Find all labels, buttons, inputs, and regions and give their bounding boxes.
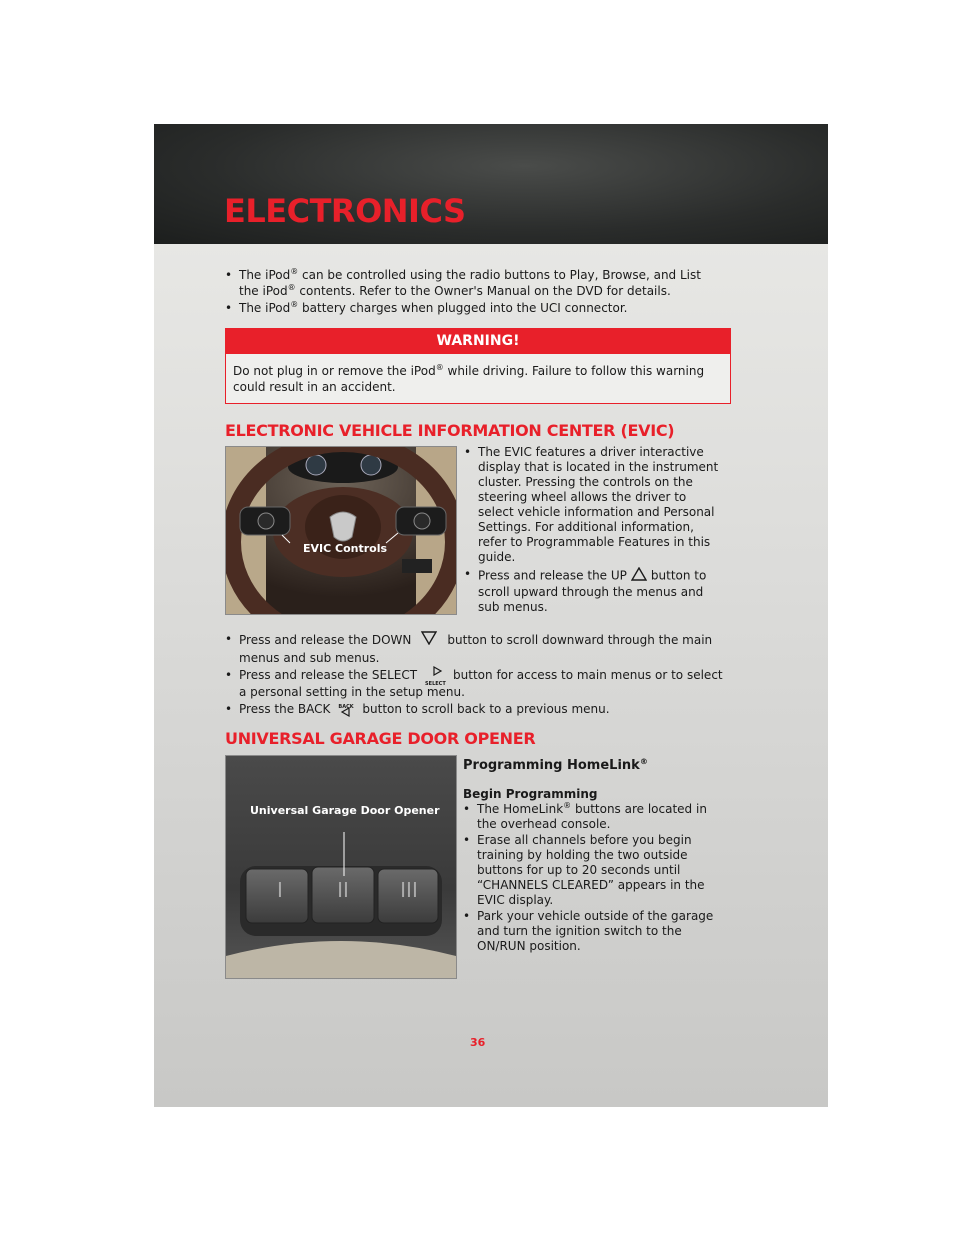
garage-photo <box>225 755 457 979</box>
list-item: • Erase all channels before you begin training by holding the two outside buttons for up to 20 seconds until “CHANNELS CLEARED” appears in the EVIC display. <box>463 833 725 908</box>
button-label-3: III <box>400 878 418 902</box>
list-item: • The HomeLink® buttons are located in the overhead console. <box>463 802 725 832</box>
list-item: • Park your vehicle outside of the garage and turn the ignition switch to the ON/RUN position. <box>463 909 725 954</box>
begin-programming-heading: Begin Programming <box>463 787 598 801</box>
select-icon: SELECT <box>425 668 445 684</box>
garage-opener-illustration <box>226 756 456 978</box>
list-item: • Press the BACK BACK button to scroll back to a previous menu. <box>225 701 730 718</box>
manual-page <box>154 124 828 1107</box>
garage-text <box>463 758 725 954</box>
steering-wheel-illustration <box>226 447 456 614</box>
warning-box <box>225 328 731 404</box>
evic-photo-label: EVIC Controls <box>303 542 388 555</box>
down-triangle-icon <box>421 631 437 650</box>
evic-photo <box>225 446 457 615</box>
garage-photo-label: Universal Garage Door Opener <box>250 804 440 817</box>
list-item: • Press and release the UP button to scroll upward through the menus and sub menus. <box>464 567 722 615</box>
list-item: • Press and release the SELECT SELECT button for access to main menus or to select a personal setting in the setup menu. <box>225 667 730 701</box>
page-title: ELECTRONICS <box>224 192 466 230</box>
garage-heading: UNIVERSAL GARAGE DOOR OPENER <box>225 729 536 748</box>
list-item: • The iPod® battery charges when plugged into the UCI connector. <box>225 300 705 316</box>
programming-heading: Programming HomeLink® <box>463 757 648 773</box>
list-item: • The EVIC features a driver interactive display that is located in the instrument cluster. Pressing the controls on the steering wheel allows the driver to select vehicle information and Personal Settings. For additional information, refer to Programmable Features in this guide. <box>464 445 722 565</box>
evic-bullets-right <box>464 445 722 615</box>
list-item: • Press and release the DOWN button to scroll downward through the main menus and sub menus. <box>225 631 730 667</box>
button-label-1: I <box>277 878 283 902</box>
evic-bullets-bottom <box>225 631 730 718</box>
button-label-2: II <box>337 878 349 902</box>
back-icon: BACK <box>338 702 354 718</box>
warning-title: WARNING! <box>226 329 730 354</box>
list-item: • The iPod® can be controlled using the radio buttons to Play, Browse, and List the iPod® contents. Refer to the Owner's Manual on the DVD for details. <box>225 267 705 299</box>
ipod-bullets <box>225 267 705 316</box>
page-number: 36 <box>470 1036 486 1049</box>
up-triangle-icon <box>631 567 647 585</box>
warning-text: Do not plug in or remove the iPod® while driving. Failure to follow this warning could result in an accident. <box>233 363 705 394</box>
page-header <box>154 124 828 244</box>
evic-heading: ELECTRONIC VEHICLE INFORMATION CENTER (EVIC) <box>225 421 675 440</box>
